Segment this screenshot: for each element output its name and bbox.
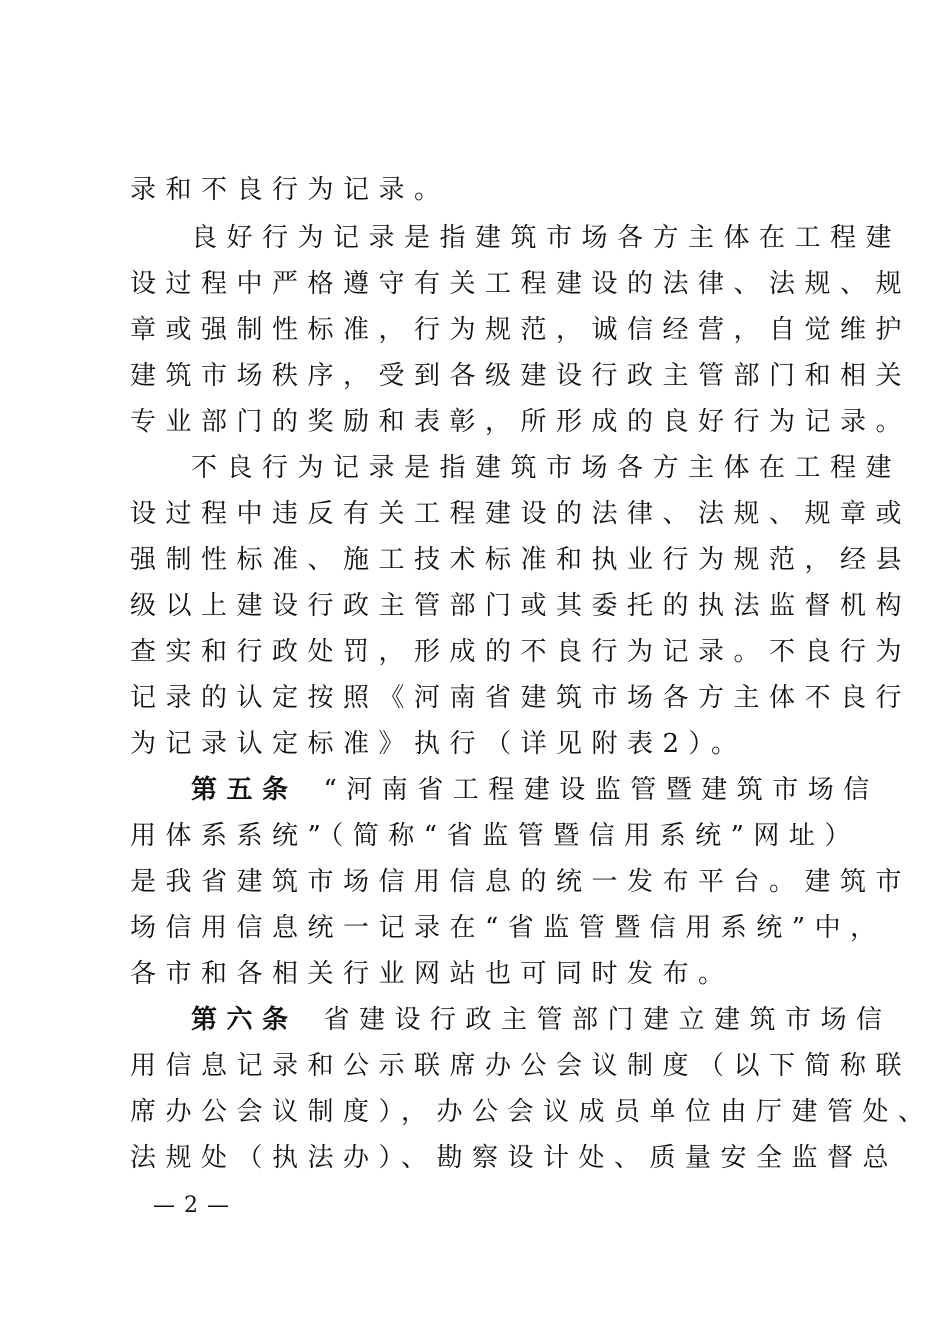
text-line: 专业部门的奖励和表彰，所形成的良好行为记录。 (130, 407, 912, 437)
text-line: 席办公会议制度），办公会议成员单位由厅建管处、 (130, 1097, 934, 1127)
text-line: 法规处（执法办）、勘察设计处、质量安全监督总 (130, 1143, 899, 1173)
text-line: 良好行为记录是指建筑市场各方主体在工程建 (191, 223, 902, 253)
text-line: 查实和行政处罚，形成的不良行为记录。不良行为 (130, 637, 912, 667)
text-span: 省建设行政主管部门建立建筑市场信 (323, 1005, 892, 1035)
article-first-line (191, 773, 879, 807)
text-line: 各市和各相关行业网站也可同时发布。 (130, 959, 734, 989)
text-line: 为记录认定标准》执行（详见附表2）。 (130, 729, 747, 759)
text-line: 不良行为记录是指建筑市场各方主体在工程建 (191, 453, 902, 483)
text-line: 强制性标准、施工技术标准和执业行为规范，经县 (130, 545, 912, 575)
text-line: 级以上建设行政主管部门或其委托的执法监督机构 (130, 591, 912, 621)
text-line: 章或强制性标准，行为规范，诚信经营，自觉维护 (130, 315, 912, 345)
text-line: 场信用信息统一记录在“省监管暨信用系统”中， (130, 913, 886, 943)
article-heading: 第六条 (191, 1005, 298, 1035)
page-number: — 2 — (153, 1193, 230, 1218)
text-line: 是我省建筑市场信用信息的统一发布平台。建筑市 (130, 867, 912, 897)
text-line: 记录的认定按照《河南省建筑市场各方主体不良行 (130, 683, 912, 713)
text-span: “河南省工程建设监管暨建筑市场信 (323, 775, 879, 805)
text-line: 设过程中违反有关工程建设的法律、法规、规章或 (130, 499, 912, 529)
text-line: 用信息记录和公示联席办公会议制度（以下简称联 (130, 1051, 912, 1081)
text-line: 设过程中严格遵守有关工程建设的法律、法规、规 (130, 269, 912, 299)
article-first-line (191, 1003, 892, 1037)
article-heading: 第五条 (191, 775, 298, 805)
text-line: 录和不良行为记录。 (130, 175, 450, 205)
text-line: 建筑市场秩序，受到各级建设行政主管部门和相关 (130, 361, 912, 391)
text-line: 用体系系统”（简称“省监管暨信用系统”网址） (130, 821, 860, 851)
